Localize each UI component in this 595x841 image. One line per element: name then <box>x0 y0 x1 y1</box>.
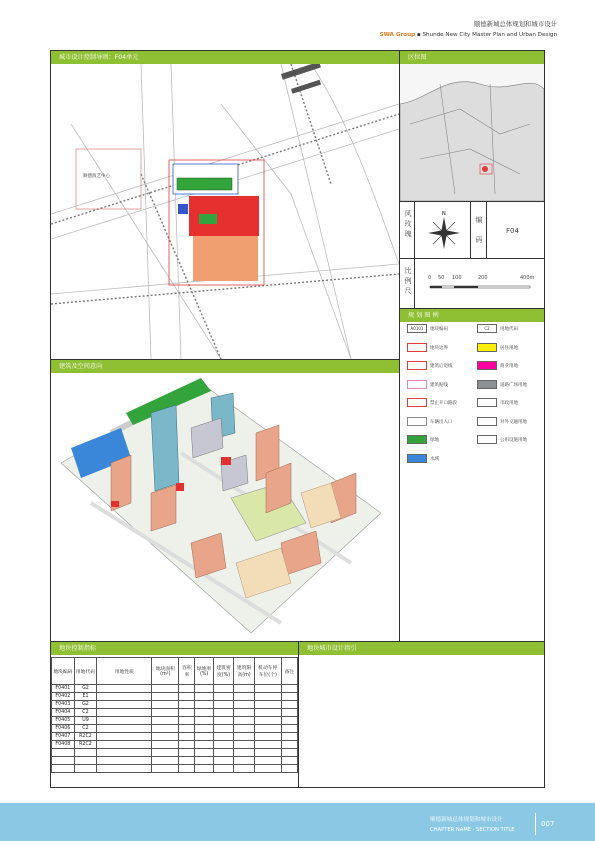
table-cell <box>195 757 213 765</box>
table-cell <box>281 733 297 741</box>
legend-item <box>407 380 448 389</box>
brand-name: SWA Group <box>379 32 416 38</box>
table-cell <box>97 725 152 733</box>
table-cell <box>234 757 255 765</box>
table-cell <box>52 757 75 765</box>
legend-label: 道路广场用地 <box>500 382 527 388</box>
indicator-table <box>51 657 298 773</box>
legend-label: 车辆出入口 <box>430 419 453 425</box>
legend-swatch <box>407 417 427 426</box>
table-cell <box>281 757 297 765</box>
table-cell <box>179 717 195 725</box>
table-cell <box>195 685 213 693</box>
legend-swatch <box>477 343 497 352</box>
control-plan-map <box>51 64 399 359</box>
legend-label: 地块边界 <box>430 345 448 351</box>
legend-label: 建筑后退线 <box>430 364 453 369</box>
table-cell <box>281 717 297 725</box>
legend-swatch <box>407 361 427 370</box>
legend-item <box>407 361 453 370</box>
table-cell <box>179 701 195 709</box>
table-cell <box>179 709 195 717</box>
legend-swatch <box>477 417 497 426</box>
table-row <box>52 709 298 717</box>
location-drawing <box>400 64 544 201</box>
table-cell <box>254 749 281 757</box>
table-cell <box>179 765 195 773</box>
table-cell <box>74 749 97 757</box>
divider <box>400 201 545 202</box>
table-cell <box>254 765 281 773</box>
table-cell <box>281 685 297 693</box>
panel-title-indicators: 地块控制指标 <box>51 642 298 655</box>
massing-drawing <box>51 373 399 641</box>
table-cell <box>195 733 213 741</box>
table-cell <box>152 717 179 725</box>
table-row <box>52 741 298 749</box>
legend-swatch <box>407 343 427 352</box>
table-cell: F0401 <box>52 685 75 693</box>
legend-label: 公用设施用地 <box>500 438 527 443</box>
table-cell <box>152 749 179 757</box>
table-row <box>52 765 298 773</box>
table-cell <box>213 733 234 741</box>
table-cell <box>195 701 213 709</box>
table-cell <box>254 733 281 741</box>
table-cell: U9 <box>74 717 97 725</box>
table-cell: F0407 <box>52 733 75 741</box>
table-cell <box>179 693 195 701</box>
table-cell <box>234 693 255 701</box>
table-cell: F0406 <box>52 725 75 733</box>
table-cell <box>254 685 281 693</box>
table-row <box>52 757 298 765</box>
table-cell: E1 <box>74 693 97 701</box>
legend-item <box>407 454 439 463</box>
legend-label: 用地代码 <box>500 327 518 332</box>
table-cell <box>281 701 297 709</box>
location-map <box>400 64 544 201</box>
legend-swatch <box>477 380 497 389</box>
table-cell <box>281 709 297 717</box>
table-cell: G2 <box>74 685 97 693</box>
table-cell <box>234 685 255 693</box>
table-cell <box>152 709 179 717</box>
table-cell <box>97 693 152 701</box>
table-cell <box>254 725 281 733</box>
scale-tick: 200 <box>478 275 488 281</box>
table-cell <box>52 765 75 773</box>
table-cell: F0403 <box>52 701 75 709</box>
table-cell: R2C2 <box>74 741 97 749</box>
table-cell <box>281 741 297 749</box>
table-cell <box>254 741 281 749</box>
table-cell <box>179 725 195 733</box>
footer-divider <box>535 813 536 835</box>
table-cell <box>179 741 195 749</box>
table-cell <box>281 749 297 757</box>
table-cell <box>152 765 179 773</box>
table-cell: F0408 <box>52 741 75 749</box>
table-cell <box>195 725 213 733</box>
table-cell <box>281 725 297 733</box>
legend-swatch: C2 <box>477 324 497 333</box>
table-cell <box>254 717 281 725</box>
table-cell <box>281 693 297 701</box>
table-cell <box>74 765 97 773</box>
table-cell <box>195 765 213 773</box>
table-cell: F0404 <box>52 709 75 717</box>
legend-swatch <box>407 398 427 407</box>
page-number: 007 <box>541 820 555 828</box>
legend-item <box>477 417 527 426</box>
legend-label: 居住用地 <box>500 345 518 351</box>
footer-chapter: CHAPTER NAME · SECTION TITLE <box>430 827 515 833</box>
table-cell <box>234 749 255 757</box>
legend-swatch <box>407 454 427 463</box>
col-header: 建筑密度(%) <box>213 658 234 685</box>
code-label: 编 码 <box>475 216 483 244</box>
col-header: 地块面积(m²) <box>152 658 179 685</box>
scale-label: 比 例 尺 <box>404 267 412 295</box>
table-cell <box>195 693 213 701</box>
table-cell <box>281 765 297 773</box>
legend-item <box>477 324 518 333</box>
table-cell <box>234 725 255 733</box>
table-cell <box>97 757 152 765</box>
legend-label: 禁止开口路段 <box>430 401 457 406</box>
table-row <box>52 701 298 709</box>
code-value: F04 <box>506 227 519 235</box>
table-cell <box>152 741 179 749</box>
table-cell <box>234 733 255 741</box>
col-header: 绿地率(%) <box>195 658 213 685</box>
legend-label: 水域 <box>430 456 439 462</box>
table-cell <box>74 757 97 765</box>
table-cell <box>179 685 195 693</box>
scale-tick: 100 <box>452 275 462 281</box>
table-cell <box>195 709 213 717</box>
legend-label: 商业用地 <box>500 364 518 369</box>
table-cell <box>234 765 255 773</box>
table-cell <box>213 749 234 757</box>
table-row <box>52 717 298 725</box>
wind-rose-label: 风 玫 瑰 <box>404 210 412 238</box>
legend-swatch <box>477 398 497 407</box>
table-cell: F0402 <box>52 693 75 701</box>
col-header: 备注 <box>281 658 297 685</box>
divider <box>486 201 487 258</box>
table-cell <box>254 757 281 765</box>
panel-title-legend: 规 划 图 例 <box>400 309 544 322</box>
table-cell <box>213 685 234 693</box>
table-cell <box>152 701 179 709</box>
scale-tick: 400m <box>520 275 535 281</box>
panel-title-location: 区位图 <box>400 51 544 64</box>
table-cell <box>213 765 234 773</box>
col-header: 用地代码 <box>74 658 97 685</box>
col-header: 容积率 <box>179 658 195 685</box>
plan-drawing <box>51 64 399 359</box>
table-cell <box>152 693 179 701</box>
legend-label: 地块编码 <box>430 327 448 332</box>
table-cell <box>234 701 255 709</box>
legend-label: 绿地 <box>430 438 439 443</box>
table-cell <box>97 733 152 741</box>
legend-item <box>477 435 527 444</box>
col-header: 用地性质 <box>97 658 152 685</box>
header-title-cn: 顺德新城总体规划和城市设计 <box>473 20 557 28</box>
table-cell <box>254 701 281 709</box>
table-cell <box>234 717 255 725</box>
legend-item <box>407 435 439 444</box>
table-cell <box>213 693 234 701</box>
table-cell <box>195 741 213 749</box>
table-cell <box>97 717 152 725</box>
legend-label: 建筑贴线 <box>430 382 448 388</box>
legend-swatch <box>477 435 497 444</box>
divider <box>414 201 415 308</box>
table-cell <box>97 701 152 709</box>
table-row <box>52 725 298 733</box>
table-cell: F0405 <box>52 717 75 725</box>
divider <box>298 641 299 788</box>
footer-bar <box>0 803 595 841</box>
header-en-text: Shunde New City Master Plan and Urban Design <box>422 32 557 38</box>
venue-label-text: 顺德演艺中心 <box>83 174 110 179</box>
table-header-row <box>52 658 298 685</box>
table-cell <box>213 757 234 765</box>
table-cell <box>213 717 234 725</box>
legend-item <box>477 361 518 370</box>
table-cell <box>97 741 152 749</box>
table-cell <box>213 725 234 733</box>
table-cell <box>213 741 234 749</box>
table-cell <box>179 757 195 765</box>
table-row <box>52 693 298 701</box>
legend-item <box>407 343 448 352</box>
table-row <box>52 685 298 693</box>
table-cell <box>152 757 179 765</box>
table-cell <box>152 725 179 733</box>
col-header: 机动车停车位(个) <box>254 658 281 685</box>
table-cell: C2 <box>74 709 97 717</box>
table-cell <box>179 749 195 757</box>
legend-swatch <box>407 380 427 389</box>
legend-item <box>477 398 518 407</box>
legend-label: 对外交通用地 <box>500 419 527 425</box>
legend-item <box>407 324 448 333</box>
table-cell <box>97 685 152 693</box>
scale-tick: 0 <box>428 275 432 281</box>
legend-swatch <box>407 435 427 444</box>
table-cell <box>152 685 179 693</box>
table-cell <box>195 749 213 757</box>
legend-item <box>407 398 457 407</box>
table-row <box>52 733 298 741</box>
legend-item <box>407 417 453 426</box>
col-header: 地块编码 <box>52 658 75 685</box>
table-cell: C2 <box>74 725 97 733</box>
divider <box>470 201 471 258</box>
col-header: 建筑限高(m) <box>234 658 255 685</box>
wind-rose-icon <box>425 208 463 252</box>
table-cell: G2 <box>74 701 97 709</box>
legend-swatch: A0101 <box>407 324 427 333</box>
table-cell: R2C2 <box>74 733 97 741</box>
table-cell <box>234 741 255 749</box>
table-cell <box>179 733 195 741</box>
table-cell <box>97 749 152 757</box>
legend-swatch <box>477 361 497 370</box>
table-cell <box>152 733 179 741</box>
legend-label: 市政用地 <box>500 401 518 406</box>
legend-item <box>477 343 518 352</box>
table-cell <box>254 709 281 717</box>
panel-title-guidance: 地块城市设计指引 <box>299 642 544 655</box>
panel-title-massing: 建筑及空间意向 <box>51 360 399 373</box>
divider <box>400 258 545 259</box>
table-cell <box>195 717 213 725</box>
footer-title: 顺德新城总体规划和城市设计 <box>430 817 503 823</box>
svg-text:N: N <box>442 211 446 217</box>
header-title-en: SWA Group ▪ Shunde New City Master Plan and Urban Design <box>379 32 557 38</box>
table-cell <box>97 765 152 773</box>
table-cell <box>213 709 234 717</box>
table-cell <box>213 701 234 709</box>
table-cell <box>97 709 152 717</box>
scale-tick: 50 <box>438 275 445 281</box>
panel-title-control: 城市设计控制导则：F04单元 <box>51 51 399 64</box>
table-row <box>52 749 298 757</box>
table-cell <box>52 749 75 757</box>
table-cell <box>234 709 255 717</box>
legend-item <box>477 380 527 389</box>
table-cell <box>254 693 281 701</box>
massing-view <box>51 373 399 641</box>
